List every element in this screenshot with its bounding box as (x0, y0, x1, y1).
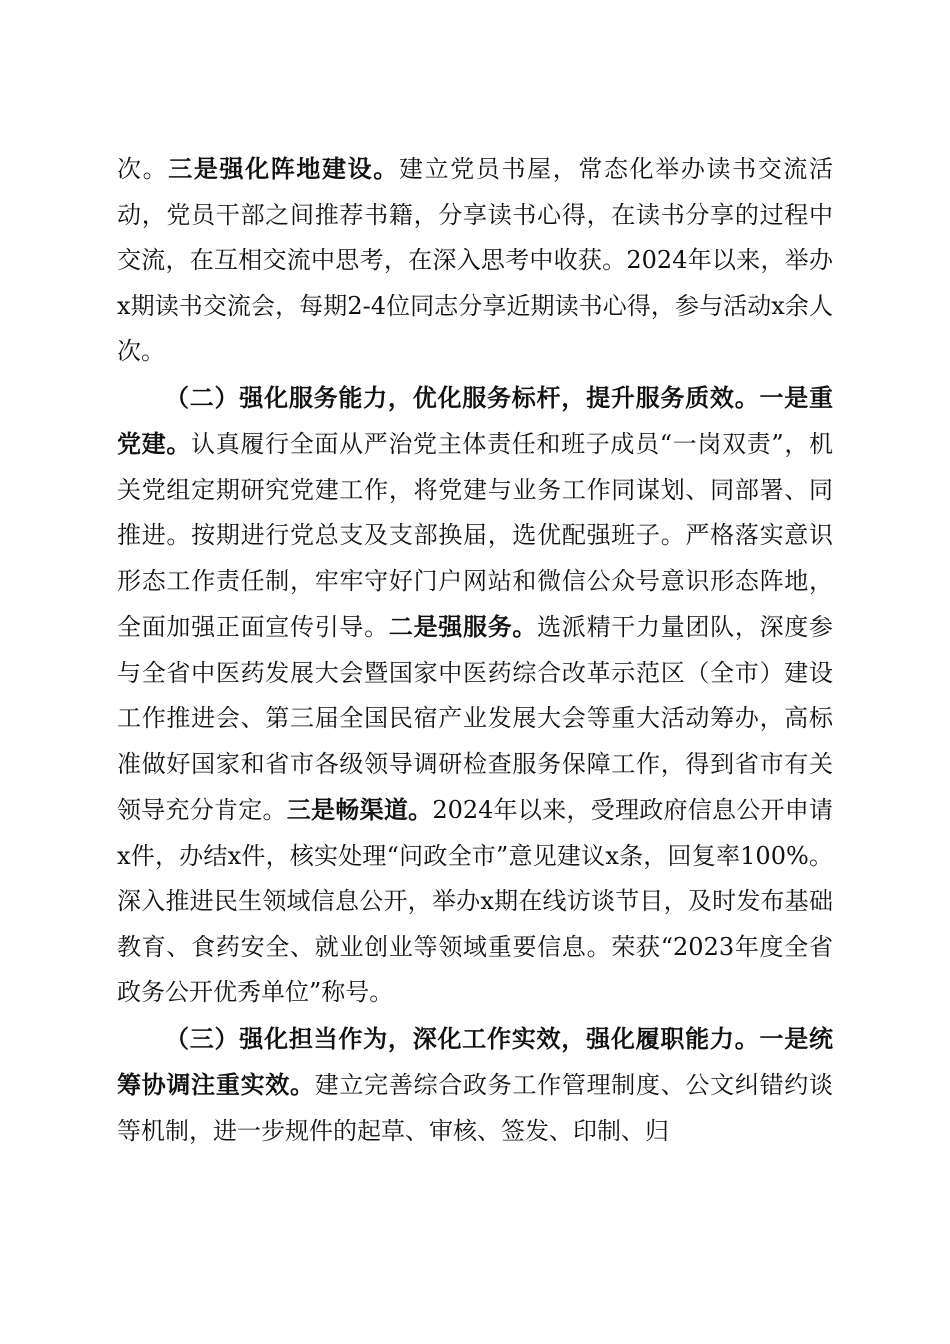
text-run: 次。 (117, 155, 169, 183)
text-run: 建立党员书屋，常态化举办读书交流活动，党员干部之间推荐书籍，分享读书心得，在读书分享的过程中交流，在互相交流中思考，在深入思考中收获。2024年以来，举办x期读书交流会，每期2-4位同志分享近期读书心得，参与活动x余人次。 (117, 155, 834, 365)
subheading-run: 三是畅渠道。 (286, 795, 433, 824)
paragraph-1 (117, 146, 833, 375)
text-run: 2024年以来，受理政府信息公开申请x件，办结x件，核实处理“问政全市”意见建议x条，回复率100%。深入推进民生领域信息公开，举办x期在线访谈节目，及时发布基础教育、食药安全、就业创业等领域重要信息。荣获“2023年度全省政务公开优秀单位”称号。 (117, 796, 834, 1006)
subheading-run: 三是强化阵地建设。 (168, 154, 399, 183)
text-run: 选派精干力量团队，深度参与全省中医药发展大会暨国家中医药综合改革示范区（全市）建设工作推进会、第三届全国民宿产业发展大会等重大活动筹办，高标准做好国家和省市各级领导调研检查服务保障工作，得到省市有关领导充分肯定。 (117, 613, 834, 824)
subheading-run: 一是重党建。 (117, 382, 834, 458)
text-run: 认真履行全面从严治党主体责任和班子成员“一岗双责”，机关党组定期研究党建工作，将党建与业务工作同谋划、同部署、同推进。按期进行党总支及支部换届，选优配强班子。严格落实意识形态工作责任制，牢牢守好门户网站和微信公众号意识形态阵地，全面加强正面宣传引导。 (117, 430, 833, 641)
subheading-run: 一是统筹协调注重实效。 (117, 1023, 834, 1099)
section-heading: （二）强化服务能力，优化服务标杆，提升服务质效。 (165, 382, 760, 412)
subheading-run: 二是强服务。 (388, 612, 538, 641)
paragraph-3 (117, 1016, 833, 1155)
document-page (117, 146, 833, 1154)
text-run: 建立完善综合政务工作管理制度、公文纠错约谈等机制，进一步规件的起草、审核、签发、印制、归 (117, 1071, 834, 1145)
section-heading: （三）强化担当作为，深化工作实效，强化履职能力。 (165, 1023, 760, 1053)
paragraph-2 (117, 375, 833, 1016)
